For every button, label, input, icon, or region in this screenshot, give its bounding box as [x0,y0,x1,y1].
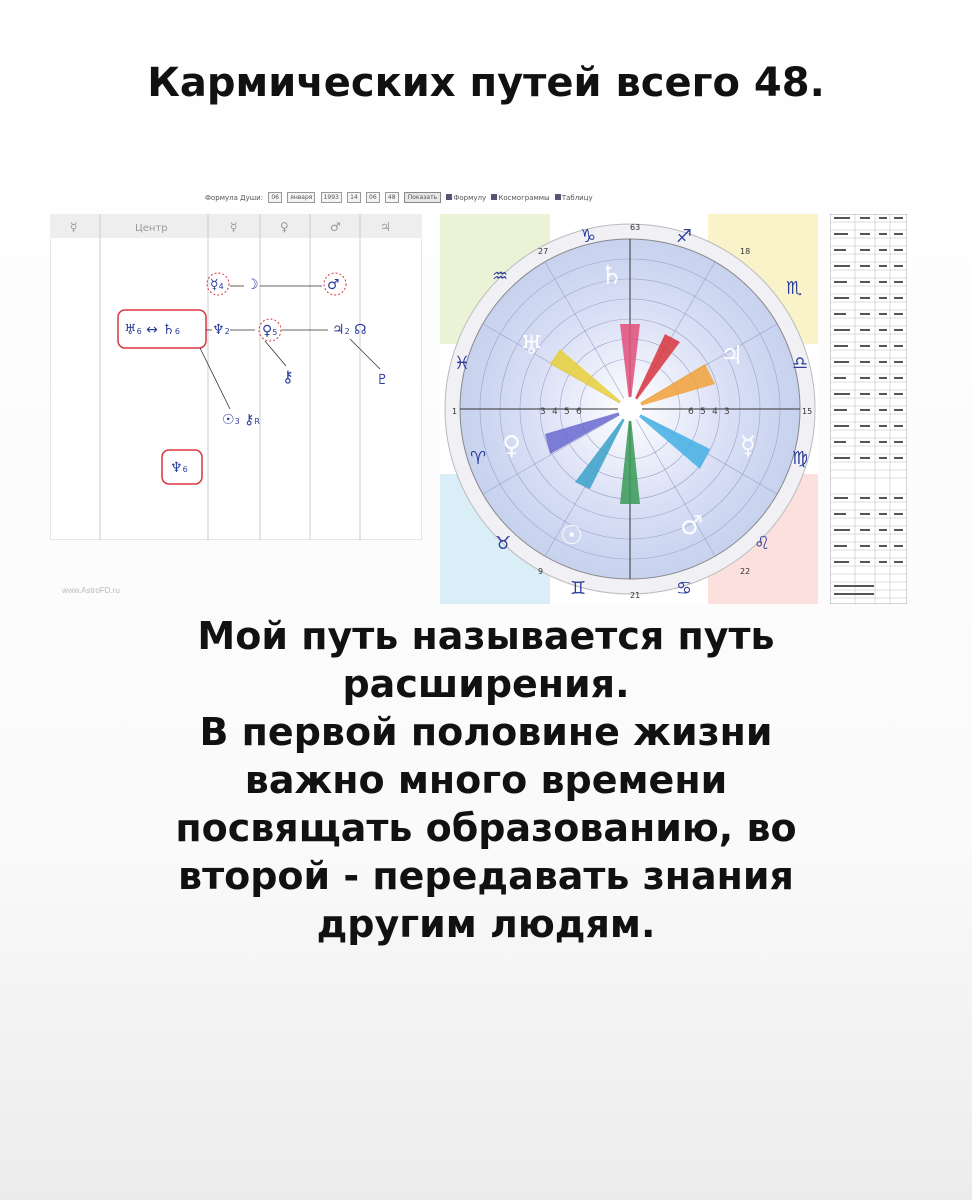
svg-text:♉: ♉ [495,533,512,554]
month-select[interactable]: января [287,192,315,203]
soul-formula-controls [205,192,765,206]
body-line: Мой путь называется путь [197,614,775,658]
svg-text:5: 5 [700,407,706,417]
show-button[interactable]: Показать [404,192,441,203]
header-mars-symbol: ♂ [330,220,341,234]
svg-text:♍: ♍ [792,448,809,469]
svg-text:☿: ☿ [740,431,756,461]
wheel-number: 1 [452,407,458,416]
body-line: посвящать образованию, во [175,806,797,850]
svg-text:♎: ♎ [792,353,809,374]
svg-text:6: 6 [688,407,694,417]
svg-text:☽: ☽ [246,277,259,293]
svg-text:☉: ☉ [560,521,584,551]
wheel-number: 21 [630,591,641,600]
wheel-number: 27 [538,247,549,256]
svg-text:♌: ♌ [754,533,771,554]
svg-text:♂: ♂ [327,277,340,293]
svg-text:♆6: ♆6 [170,460,188,476]
cosmogram-wheel [440,214,818,604]
body-line: расширения. [342,662,630,706]
svg-text:5: 5 [564,407,570,417]
svg-text:♊: ♊ [570,578,587,599]
svg-text:♀5: ♀5 [262,323,278,339]
checkbox-icon [555,194,561,200]
hour-select[interactable]: 14 [347,192,361,203]
second-select[interactable]: 48 [385,192,399,203]
svg-text:♑: ♑ [580,226,597,247]
body-line: второй - передавать знания [178,854,794,898]
wheel-number: 22 [740,567,751,576]
svg-text:♓: ♓ [454,353,471,374]
page-title: Кармических путей всего 48. [147,60,825,106]
svg-text:⚷: ⚷ [282,367,294,386]
svg-text:☉3 ⚷R: ☉3 ⚷R [222,412,260,428]
header-mercury2-symbol: ☿ [230,220,238,234]
svg-text:4: 4 [552,407,558,417]
svg-text:♃: ♃ [720,341,744,371]
svg-text:♋: ♋ [676,578,693,599]
body-line: В первой половине жизни [199,710,773,754]
controls-label: Формула Души: [205,193,264,202]
svg-text:♃2 ☊: ♃2 ☊ [332,322,367,338]
minute-select[interactable]: 06 [366,192,380,203]
header-mercury-symbol: ☿ [70,220,78,234]
checkbox-icon [446,194,452,200]
site-watermark: www.AstroFD.ru [62,586,120,595]
checkbox-cosmogram[interactable]: Космограммы [491,194,549,202]
svg-text:♂: ♂ [680,511,704,541]
checkbox-table[interactable]: Таблицу [555,194,593,202]
svg-text:♈: ♈ [470,448,487,469]
body-line: важно много времени [244,758,728,802]
soul-formula-diagram [50,214,422,540]
svg-text:♏: ♏ [786,278,803,299]
checkbox-formula[interactable]: Формулу [446,194,486,202]
svg-text:♒: ♒ [492,266,509,287]
svg-text:♄: ♄ [600,261,624,291]
svg-text:3: 3 [724,407,730,417]
wheel-number: 63 [630,223,641,232]
svg-text:6: 6 [576,407,582,417]
year-select[interactable]: 1993 [321,192,342,203]
wheel-number: 9 [538,567,544,576]
body-text [60,612,912,948]
svg-text:♅: ♅ [520,331,544,361]
planet-table [830,214,907,604]
svg-text:4: 4 [712,407,718,417]
svg-text:♅6 ↔ ♄6: ♅6 ↔ ♄6 [124,322,180,338]
header-venus-symbol: ♀ [280,220,289,234]
wheel-number: 18 [740,247,751,256]
svg-text:♐: ♐ [676,226,693,247]
header-center-label: Центр [135,223,168,234]
wheel-number: 15 [802,407,813,416]
svg-text:3: 3 [540,407,546,417]
svg-text:♀: ♀ [502,431,522,461]
svg-text:♆2: ♆2 [212,322,230,338]
header-jupiter-symbol: ♃ [380,220,391,234]
svg-text:♇: ♇ [376,372,389,388]
body-line: другим людям. [316,902,656,946]
day-select[interactable]: 06 [268,192,282,203]
svg-text:☿4: ☿4 [210,277,224,293]
checkbox-icon [491,194,497,200]
